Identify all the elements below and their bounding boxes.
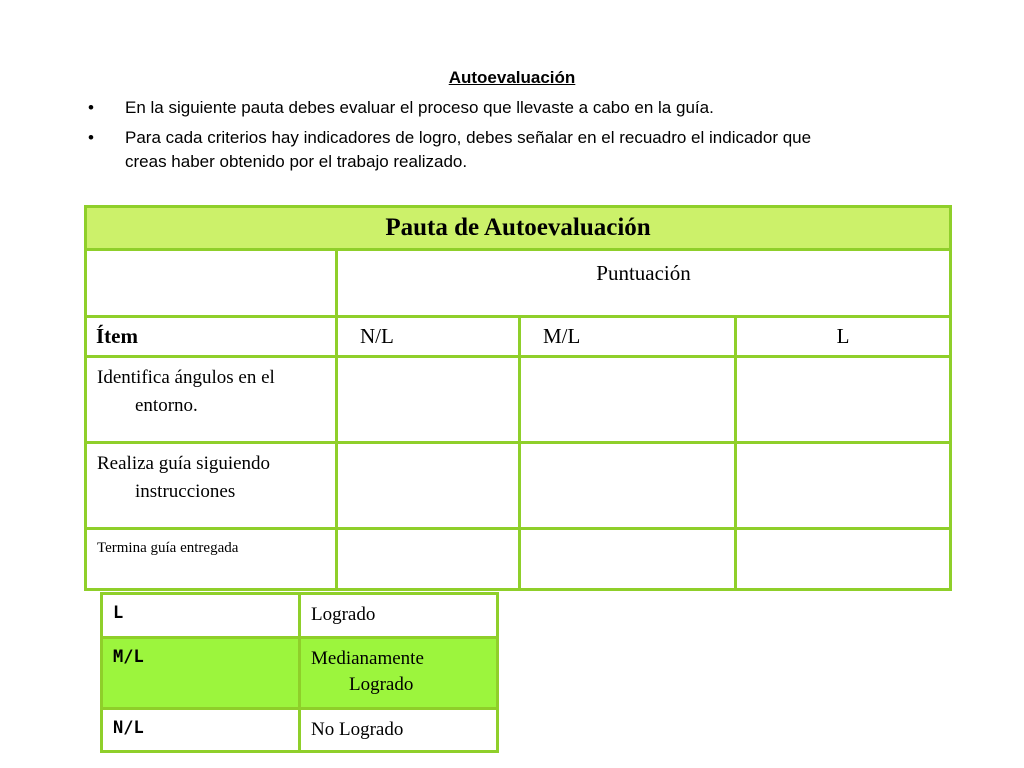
- bullet-icon: •: [88, 128, 94, 147]
- score-cell-ml[interactable]: [520, 357, 736, 443]
- table-title: Pauta de Autoevaluación: [86, 207, 951, 250]
- instruction-text-line-1: Para cada criterios hay indicadores de logro, debes señalar en el recuadro el indicador que: [125, 128, 812, 147]
- item-header: Ítem: [86, 317, 337, 357]
- score-cell-nl[interactable]: [337, 529, 520, 590]
- legend-code: L: [102, 594, 300, 638]
- page-heading: Autoevaluación: [448, 68, 576, 87]
- score-header: Puntuación: [337, 250, 951, 317]
- legend-description: Logrado: [300, 594, 498, 638]
- legend-description: No Logrado: [300, 709, 498, 752]
- legend-row: [102, 594, 498, 638]
- table-row: [86, 529, 951, 590]
- level-header-ml: M/L: [520, 317, 736, 357]
- score-cell-ml[interactable]: [520, 529, 736, 590]
- score-header-row: [86, 250, 951, 317]
- legend-code: M/L: [102, 638, 300, 709]
- legend-description: Medianamente Logrado: [300, 638, 498, 709]
- table-title-row: [86, 207, 951, 250]
- score-cell-nl[interactable]: [337, 357, 520, 443]
- score-cell-l[interactable]: [736, 357, 951, 443]
- self-assessment-table: [84, 205, 952, 591]
- table-row: [86, 357, 951, 443]
- level-header-nl: N/L: [337, 317, 520, 357]
- criterion-label: Realiza guía siguiendo instrucciones: [86, 443, 337, 529]
- level-header-row: [86, 317, 951, 357]
- criterion-label: Identifica ángulos en el entorno.: [86, 357, 337, 443]
- bullet-icon: •: [88, 98, 94, 117]
- instruction-text: En la siguiente pauta debes evaluar el proceso que llevaste a cabo en la guía.: [125, 98, 714, 117]
- criterion-label: Termina guía entregada: [86, 529, 337, 590]
- score-cell-nl[interactable]: [337, 443, 520, 529]
- legend-row: [102, 709, 498, 752]
- legend-table: [100, 592, 499, 753]
- instruction-text-line-2: creas haber obtenido por el trabajo realizado.: [125, 152, 468, 171]
- table-row: [86, 443, 951, 529]
- legend-code: N/L: [102, 709, 300, 752]
- score-cell-l[interactable]: [736, 529, 951, 590]
- empty-cell: [86, 250, 337, 317]
- score-cell-ml[interactable]: [520, 443, 736, 529]
- score-cell-l[interactable]: [736, 443, 951, 529]
- legend-row: [102, 638, 498, 709]
- level-header-l: L: [736, 317, 951, 357]
